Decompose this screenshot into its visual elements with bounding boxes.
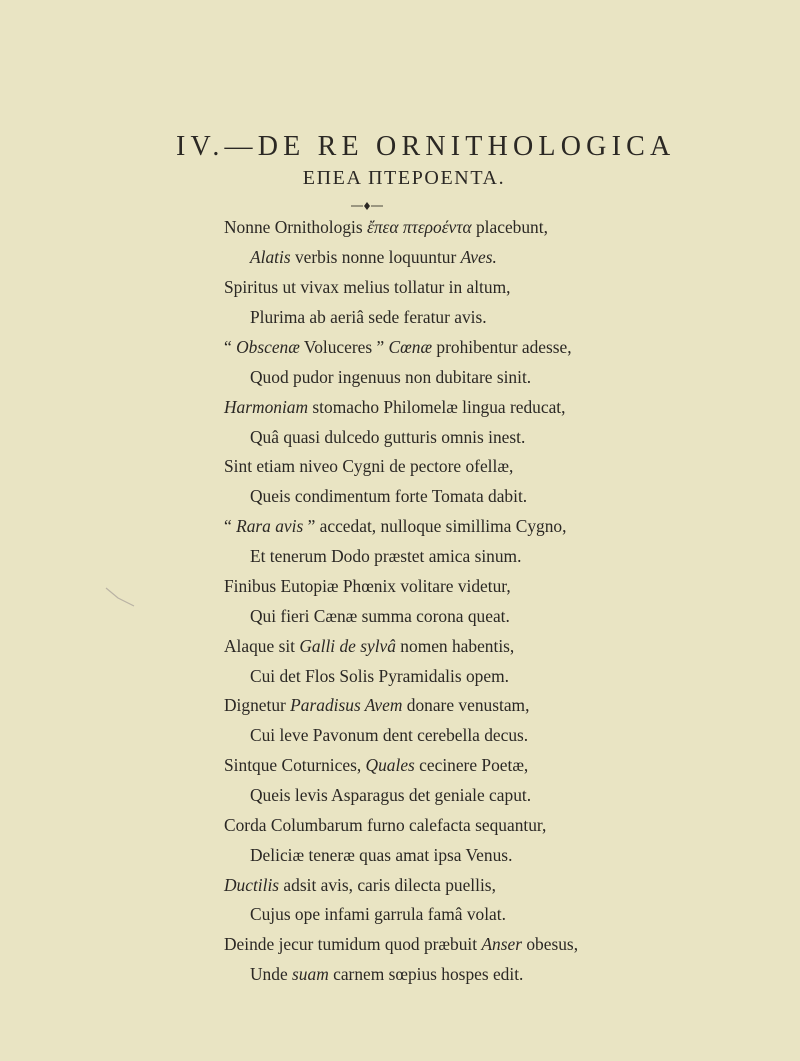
verse-text: Quod pudor ingenuus non dubitare sinit. bbox=[250, 367, 532, 387]
verse-line bbox=[224, 634, 514, 658]
verse-text: Finibus Eutopiæ Phœnix volitare videtur, bbox=[224, 576, 511, 596]
pencil-mark bbox=[104, 586, 144, 610]
section-title: IV.—DE RE ORNITHOLOGICA bbox=[176, 131, 676, 162]
verse-text: Qui fieri Cænæ summa corona queat. bbox=[250, 606, 510, 626]
italic-phrase: Galli de sylvâ bbox=[299, 636, 396, 656]
verse-text: Cujus ope infami garrula famâ volat. bbox=[250, 904, 506, 924]
verse-line bbox=[224, 395, 566, 419]
verse-text: Plurima ab aeriâ sede feratur avis. bbox=[250, 307, 487, 327]
verse-text: “ bbox=[224, 516, 237, 536]
verse-text: Voluceres ” bbox=[299, 337, 389, 357]
verse-line bbox=[250, 843, 512, 867]
italic-phrase: Quales bbox=[365, 755, 415, 775]
verse-line bbox=[224, 813, 546, 837]
verse-text: Cui det Flos Solis Pyramidalis opem. bbox=[250, 666, 509, 686]
verse-text: Dignetur bbox=[224, 695, 291, 715]
verse-line bbox=[224, 932, 578, 956]
verse-line bbox=[250, 365, 531, 389]
italic-phrase: Alatis bbox=[250, 247, 291, 267]
italic-phrase: Obscenæ bbox=[236, 337, 300, 357]
verse-line bbox=[224, 693, 529, 717]
verse-text: Unde bbox=[250, 964, 293, 984]
verse-line bbox=[250, 664, 509, 688]
verse-text: ” accedat, nulloque simillima Cygno, bbox=[303, 516, 567, 536]
verse-line bbox=[224, 753, 528, 777]
verse-text: Deinde jecur tumidum quod præbuit bbox=[224, 934, 482, 954]
verse-text: placebunt, bbox=[471, 217, 548, 237]
verse-text: stomacho Philomelæ lingua reducat, bbox=[308, 397, 566, 417]
verse-line bbox=[250, 484, 527, 508]
verse-text: verbis nonne loquuntur bbox=[290, 247, 461, 267]
verse-text: prohibentur adesse, bbox=[432, 337, 572, 357]
verse-line bbox=[224, 574, 511, 598]
verse-line bbox=[224, 215, 548, 239]
italic-phrase: Ductilis bbox=[224, 875, 280, 895]
verse-line bbox=[224, 873, 496, 897]
verse-text: “ bbox=[224, 337, 237, 357]
verse-text: Nonne Ornithologis bbox=[224, 217, 367, 237]
verse-text: donare venustam, bbox=[402, 695, 530, 715]
verse-line bbox=[250, 305, 487, 329]
verse-line bbox=[250, 783, 531, 807]
verse-line bbox=[224, 275, 510, 299]
verse-text: obesus, bbox=[522, 934, 579, 954]
verse-line bbox=[250, 604, 510, 628]
verse-text: Sintque Coturnices, bbox=[224, 755, 366, 775]
greek-subtitle: ΕΠΕΑ ΠΤΕΡΟΕΝΤΑ. bbox=[302, 167, 506, 189]
italic-phrase: Rara avis bbox=[236, 516, 304, 536]
verse-text: cecinere Poetæ, bbox=[414, 755, 529, 775]
diamond-rule-ornament bbox=[349, 200, 385, 212]
verse-text: Queis condimentum forte Tomata dabit. bbox=[250, 486, 528, 506]
verse-text: Et tenerum Dodo præstet amica sinum. bbox=[250, 546, 522, 566]
verse-text: Cui leve Pavonum dent cerebella decus. bbox=[250, 725, 529, 745]
verse-text: Sint etiam niveo Cygni de pectore ofellæ, bbox=[224, 456, 514, 476]
verse-text: Spiritus ut vivax melius tollatur in altum, bbox=[224, 277, 511, 297]
italic-phrase: suam bbox=[292, 964, 329, 984]
italic-phrase: Aves. bbox=[460, 247, 497, 267]
italic-phrase: Harmoniam bbox=[224, 397, 309, 417]
verse-text: Queis levis Asparagus det geniale caput. bbox=[250, 785, 532, 805]
verse-line bbox=[250, 902, 506, 926]
verse-line bbox=[250, 245, 497, 269]
verse-line bbox=[250, 962, 523, 986]
verse-text: adsit avis, caris dilecta puellis, bbox=[279, 875, 496, 895]
italic-phrase: Anser bbox=[481, 934, 523, 954]
verse-text: Corda Columbarum furno calefacta sequantur, bbox=[224, 815, 547, 835]
verse-text: nomen habentis, bbox=[395, 636, 515, 656]
verse-line bbox=[224, 514, 566, 538]
verse-line bbox=[224, 335, 572, 359]
verse-text: Quâ quasi dulcedo gutturis omnis inest. bbox=[250, 427, 526, 447]
verse-line bbox=[224, 454, 513, 478]
italic-phrase: Cœnæ bbox=[388, 337, 433, 357]
verse-line bbox=[250, 544, 521, 568]
verse-text: Deliciæ teneræ quas amat ipsa Venus. bbox=[250, 845, 513, 865]
italic-phrase: Paradisus Avem bbox=[290, 695, 403, 715]
verse-line bbox=[250, 425, 525, 449]
verse-text: Alaque sit bbox=[224, 636, 300, 656]
verse-line bbox=[250, 723, 528, 747]
italic-phrase: ἔπεα πτεροέντα bbox=[366, 217, 472, 237]
verse-text: carnem sœpius hospes edit. bbox=[328, 964, 524, 984]
